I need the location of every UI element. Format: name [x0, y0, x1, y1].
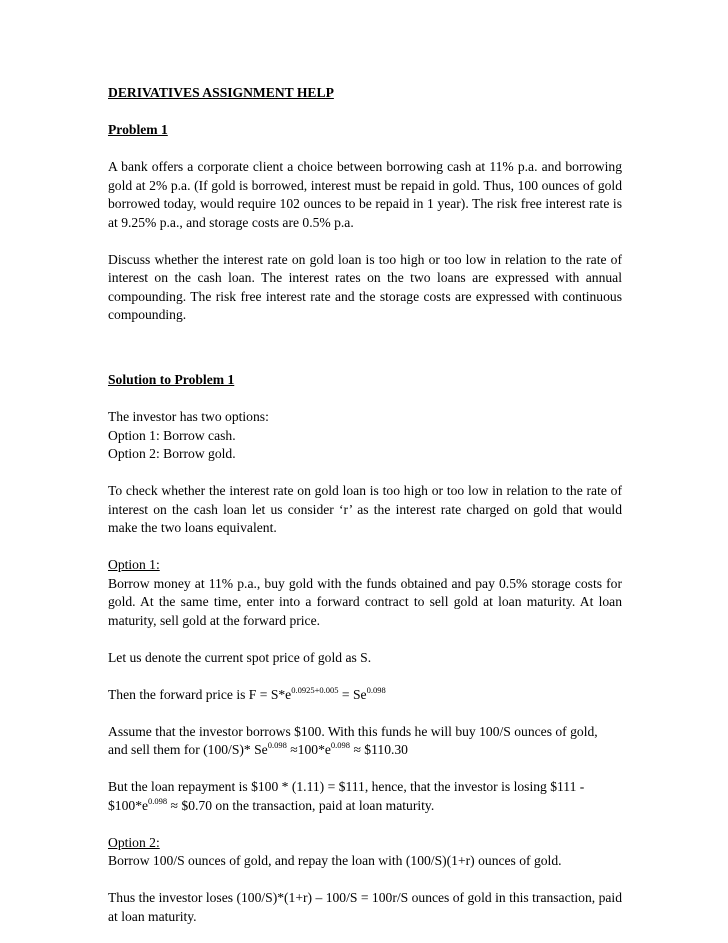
forward-prefix: Then the forward price is F = S*e	[108, 686, 292, 702]
options-intro: The investor has two options:	[108, 409, 269, 424]
document-page	[108, 84, 622, 926]
forward-price-formula	[108, 686, 622, 705]
assume-part-b: ≈100*e	[286, 742, 331, 757]
forward-mid: = Se	[338, 686, 367, 702]
assume-part-c: ≈ $110.30	[350, 742, 408, 757]
repay-line-2	[108, 797, 622, 816]
option-1-line: Option 1: Borrow cash.	[108, 427, 236, 443]
repay-exponent-a: 0.098	[148, 795, 168, 806]
option-2-line: Option 2: Borrow gold.	[108, 446, 236, 461]
spot-price-paragraph: Let us denote the current spot price of gold as S.	[108, 649, 372, 665]
loss-paragraph: Thus the investor loses (100/S)*(1+r) – 100/S = 100r/S ounces of gold in this transaction, paid at loan maturity.	[108, 890, 622, 924]
assume-line-1: Assume that the investor borrows $100. With this funds he will buy 100/S ounces of gold,	[108, 723, 598, 739]
problem-heading: Problem 1	[108, 122, 168, 137]
assume-exponent-b: 0.098	[330, 740, 351, 750]
assume-part-a: and sell them for (100/S)* Se	[108, 742, 268, 757]
option-2-heading: Option 2:	[108, 834, 160, 850]
check-paragraph: To check whether the interest rate on gold loan is too high or too low in relation to the rate of interest on the cash loan let us consider ‘r’ as the interest rate charged on gold that would make the two loans equivalent.	[108, 483, 622, 535]
option-1-heading: Option 1:	[108, 557, 160, 572]
solution-heading: Solution to Problem 1	[108, 372, 235, 387]
repay-part-b: ≈ $0.70 on the transaction, paid at loan maturity.	[167, 797, 435, 813]
problem-paragraph-2: Discuss whether the interest rate on gold loan is too high or too low in relation to the rate of interest on the cash loan. The interest rates on the two loans are expressed with annual compounding. The risk free interest rate and the storage costs are expressed with continuous compounding.	[108, 251, 622, 322]
option-2-paragraph: Borrow 100/S ounces of gold, and repay the loan with (100/S)(1+r) ounces of gold.	[108, 853, 562, 868]
forward-exponent-2: 0.098	[366, 684, 386, 695]
repay-line-1: But the loan repayment is $100 * (1.11) = $111, hence, that the investor is losing $111 -	[108, 779, 585, 794]
document-title: DERIVATIVES ASSIGNMENT HELP	[108, 85, 334, 100]
problem-paragraph-1: A bank offers a corporate client a choice between borrowing cash at 11% p.a. and borrowing gold at 2% p.a. (If gold is borrowed, interest must be repaid in gold. Thus, 100 ounces of gold borrowed today, would require 102 ounces to be repaid in 1 year). The risk free interest rate is at 9.25% p.a., and storage costs are 0.5% p.a.	[108, 159, 622, 230]
option-1-paragraph: Borrow money at 11% p.a., buy gold with the funds obtained and pay 0.5% storage costs for gold. At the same time, enter into a forward contract to sell gold at loan maturity. At loan maturity, sell gold at the forward price.	[108, 575, 622, 628]
forward-exponent-1: 0.0925+0.005	[291, 684, 339, 695]
assume-exponent-a: 0.098	[267, 740, 287, 750]
repay-part-a: $100*e	[108, 797, 149, 813]
assume-line-2	[108, 741, 622, 760]
